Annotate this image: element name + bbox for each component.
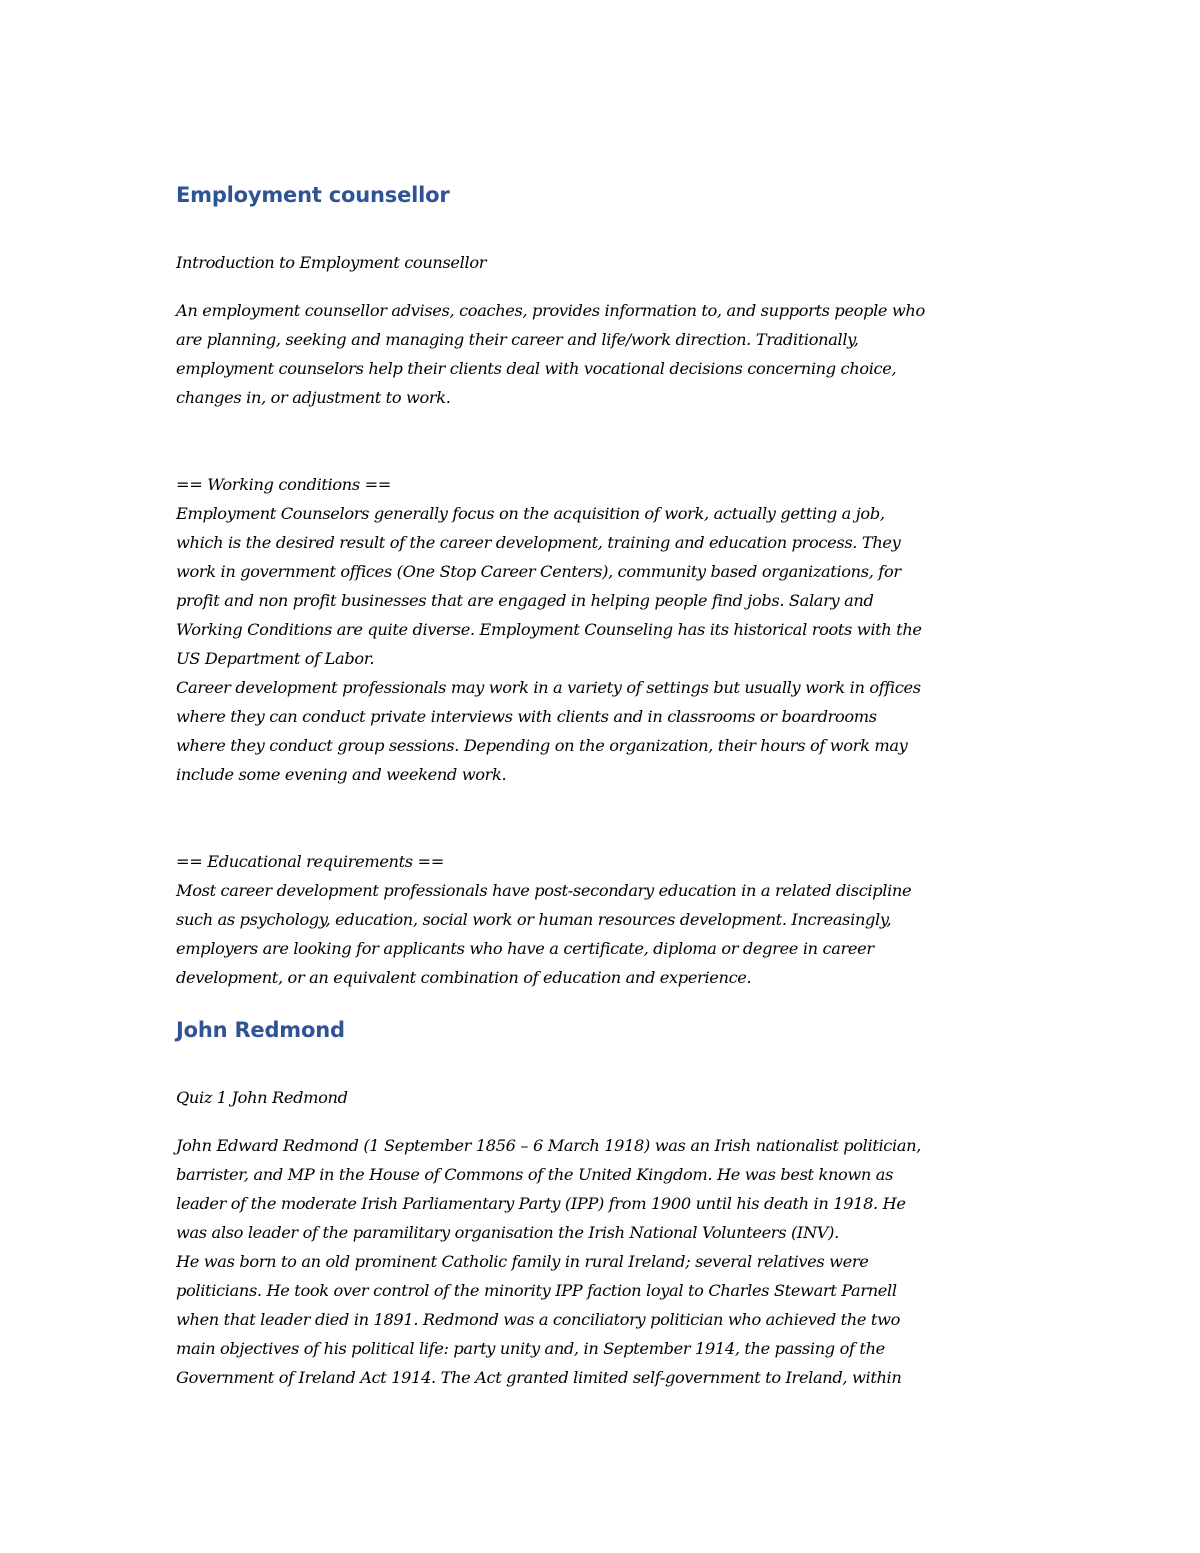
text-line: which is the desired result of the career development, training and education process. They [176,533,901,552]
text-line: He was born to an old prominent Catholic family in rural Ireland; several relatives were [176,1252,869,1271]
text-line: employers are looking for applicants who have a certificate, diploma or degree in career [176,939,874,958]
text-line: main objectives of his political life: party unity and, in September 1914, the passing of the [176,1339,885,1358]
text-line: US Department of Labor. [176,649,375,668]
text-line: where they can conduct private interviews with clients and in classrooms or boardrooms [176,707,877,726]
section-intro: Quiz 1 John Redmond [176,1088,348,1107]
text-line: Most career development professionals have post-secondary education in a related discipline [176,881,912,900]
text-line: employment counselors help their clients deal with vocational decisions concerning choice, [176,359,897,378]
text-line: work in government offices (One Stop Career Centers), community based organizations, for [176,562,901,581]
section-paragraph [176,1131,1036,1392]
section-heading-employment-counsellor: Employment counsellor [176,183,450,207]
text-line: Career development professionals may work in a variety of settings but usually work in offices [176,678,921,697]
text-line: are planning, seeking and managing their career and life/work direction. Traditionally, [176,330,859,349]
section-intro: Introduction to Employment counsellor [176,253,487,272]
text-line: development, or an equivalent combination of education and experience. [176,968,752,987]
section-heading-john-redmond: John Redmond [176,1018,345,1042]
text-line: was also leader of the paramilitary organisation the Irish National Volunteers (INV). [176,1223,839,1242]
subsection-title: == Educational requirements == [176,852,444,871]
text-line: profit and non profit businesses that are engaged in helping people find jobs. Salary and [176,591,874,610]
text-line: where they conduct group sessions. Depending on the organization, their hours of work may [176,736,908,755]
text-line: when that leader died in 1891. Redmond was a conciliatory politician who achieved the two [176,1310,900,1329]
text-line: John Edward Redmond (1 September 1856 – 6 March 1918) was an Irish nationalist politician, [176,1136,922,1155]
text-line: leader of the moderate Irish Parliamentary Party (IPP) from 1900 until his death in 1918. He [176,1194,906,1213]
text-line: such as psychology, education, social work or human resources development. Increasingly, [176,910,892,929]
text-line: Working Conditions are quite diverse. Employment Counseling has its historical roots with the [176,620,922,639]
text-line: An employment counsellor advises, coaches, provides information to, and supports people who [176,301,925,320]
text-line: barrister, and MP in the House of Commons of the United Kingdom. He was best known as [176,1165,894,1184]
subsection-working-conditions [176,470,1036,789]
subsection-title: == Working conditions == [176,475,392,494]
subsection-educational-requirements [176,847,1036,992]
text-line: Employment Counselors generally focus on the acquisition of work, actually getting a job, [176,504,885,523]
text-line: politicians. He took over control of the minority IPP faction loyal to Charles Stewart Parnell [176,1281,897,1300]
text-line: Government of Ireland Act 1914. The Act granted limited self-government to Ireland, within [176,1368,902,1387]
text-line: changes in, or adjustment to work. [176,388,451,407]
document-content [176,178,1036,1392]
text-line: include some evening and weekend work. [176,765,507,784]
section-paragraph [176,296,1036,412]
